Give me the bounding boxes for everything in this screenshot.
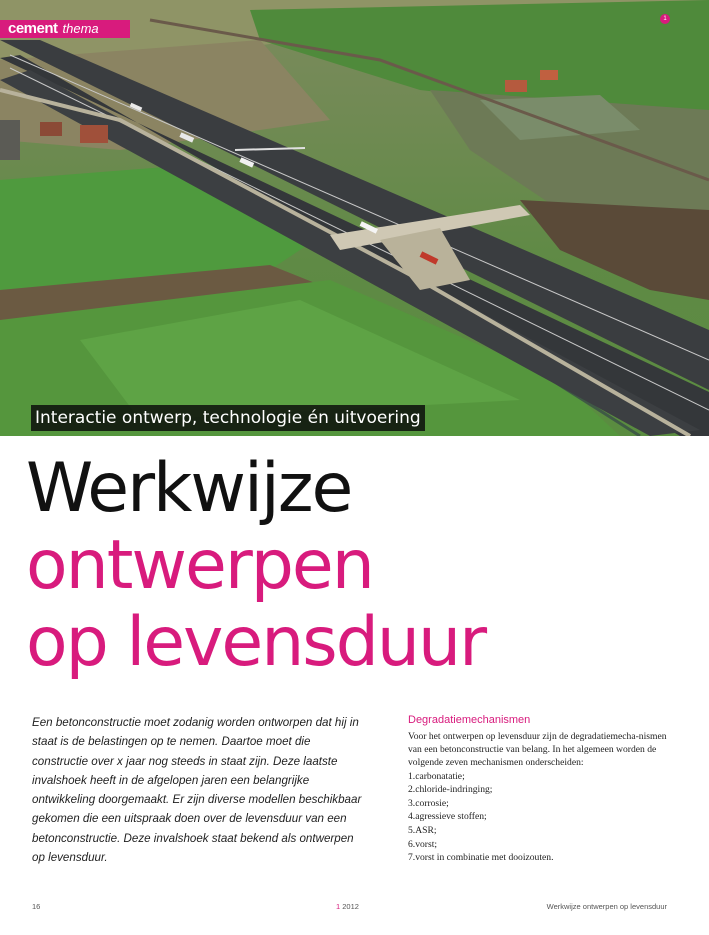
list-item: 4.agressieve stoffen; <box>408 811 487 823</box>
mechanism-list <box>408 770 678 865</box>
brand-logo: cement <box>8 20 58 37</box>
list-item: 3.corrosie; <box>408 797 449 809</box>
headline-line-1: Werkwijze <box>26 449 352 528</box>
sidebar-column <box>408 713 678 865</box>
lede-paragraph: Een betonconstructie moet zodanig worden ontworpen dat hij in staat is de belastingen op te nemen. Daartoe moet die constructie over x jaar nog steeds in staat zijn. Deze laatste invalshoek heeft in de afgelopen jaren een belangrijke ontwikkeling doorgemaakt. Er zijn diverse modellen beschikbaar gekomen die een uitspraak doen over de levensduur van een betonconstructie. Deze invalshoek staat bekend als ontwerpen op levensduur. <box>32 716 362 865</box>
article-headline <box>26 450 706 681</box>
hero-photo <box>0 0 709 436</box>
running-title: Werkwijze ontwerpen op levensduur <box>546 902 667 911</box>
list-item: 2.chloride-indringing; <box>408 784 493 796</box>
sidebar-intro: Voor het ontwerpen op levensduur zijn de degradatiemecha-nismen van een betonconstructie van belang. In het algemeen worden de volgende zeven mechanismen onderscheiden: <box>408 731 667 769</box>
headline-line-2: ontwerpen <box>26 526 373 605</box>
page-footer <box>0 902 709 916</box>
issue-label <box>336 902 359 911</box>
brand-tag <box>0 20 130 38</box>
hero-caption: Interactie ontwerp, technologie én uitvoering <box>31 405 425 431</box>
page-number: 16 <box>32 902 41 911</box>
list-item: 1.carbonatatie; <box>408 770 465 782</box>
headline-line-3: op levensduur <box>26 603 486 682</box>
list-item: 5.ASR; <box>408 824 437 836</box>
issue-year: 2012 <box>342 902 359 911</box>
list-item: 7.vorst in combinatie met dooizouten. <box>408 852 554 864</box>
list-item: 6.vorst; <box>408 838 438 850</box>
section-label: thema <box>62 21 99 36</box>
sidebar-heading: Degradatiemechanismen <box>408 714 531 726</box>
page-marker-badge: 1 <box>660 14 670 24</box>
aerial-photo <box>0 0 709 436</box>
issue-number: 1 <box>336 902 341 911</box>
